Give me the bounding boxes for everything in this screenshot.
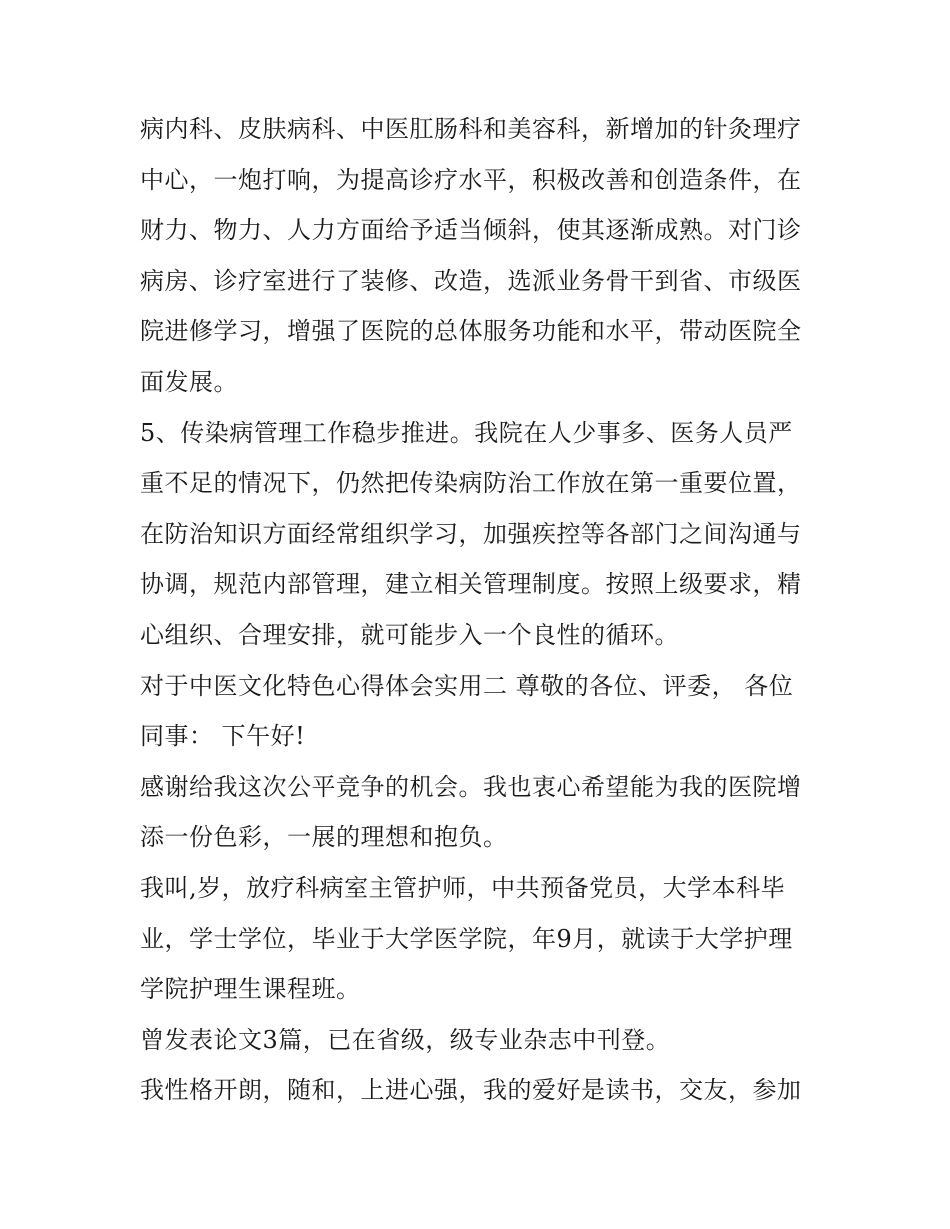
text-line: 业，学士学位，毕业于大学医学院，年9月，就读于大学护理 bbox=[140, 924, 793, 953]
text-line: 曾发表论文3篇，已在省级，级专业杂志中刊登。 bbox=[140, 1025, 671, 1054]
text-line: 重不足的情况下，仍然把传染病防治工作放在第一重要位置， bbox=[140, 469, 802, 498]
document-body bbox=[140, 104, 820, 1116]
text-line: 同事： 下午好! bbox=[140, 722, 306, 751]
text-line: 病房、诊疗室进行了装修、改造，选派业务骨干到省、市级医 bbox=[140, 266, 802, 295]
text-line: 添一份色彩，一展的理想和抱负。 bbox=[140, 823, 508, 852]
text-line: 心组织、合理安排，就可能步入一个良性的循环。 bbox=[140, 620, 679, 649]
text-line: 协调，规范内部管理，建立相关管理制度。按照上级要求，精 bbox=[140, 570, 802, 599]
text-line: 对于中医文化特色心得体会实用二 尊敬的各位、评委， 各位 bbox=[140, 671, 794, 700]
text-line: 院进修学习，增强了医院的总体服务功能和水平，带动医院全 bbox=[140, 317, 802, 346]
text-line: 我性格开朗，随和，上进心强，我的爱好是读书，交友，参加 bbox=[140, 1076, 802, 1105]
text-line: 中心，一炮打响，为提高诊疗水平，积极改善和创造条件，在 bbox=[140, 165, 802, 194]
text-line: 学院护理生课程班。 bbox=[140, 975, 361, 1004]
text-line: 财力、物力、人力方面给予适当倾斜，使其逐渐成熟。对门诊 bbox=[140, 216, 802, 245]
text-line: 病内科、皮肤病科、中医肛肠科和美容科，新增加的针灸理疗 bbox=[140, 115, 802, 143]
text-line: 我叫,岁，放疗科病室主管护师，中共预备党员，大学本科毕 bbox=[140, 873, 786, 902]
text-line: 面发展。 bbox=[140, 367, 238, 396]
text-line: 5、传染病管理工作稳步推进。我院在人少事多、医务人员严 bbox=[140, 418, 793, 447]
text-line: 在防治知识方面经常组织学习，加强疾控等各部门之间沟通与 bbox=[140, 519, 802, 548]
text-line: 感谢给我这次公平竞争的机会。我也衷心希望能为我的医院增 bbox=[140, 772, 802, 801]
